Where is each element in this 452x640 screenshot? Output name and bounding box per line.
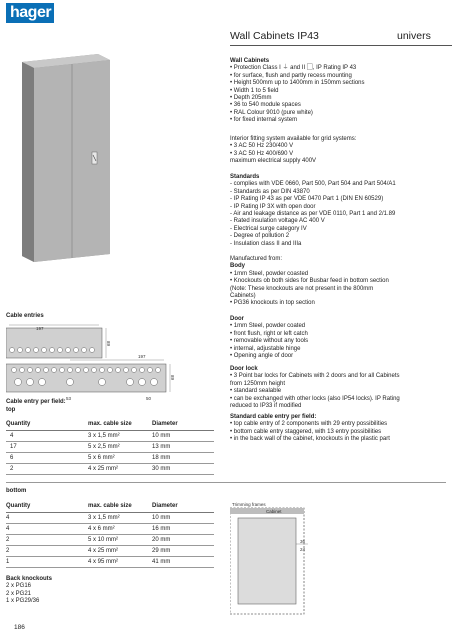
hager-logo: hager (6, 3, 54, 23)
manufactured-intro: Manufactured from: (230, 256, 283, 262)
body-heading: Body (230, 263, 245, 270)
door-lock-section (230, 366, 448, 410)
dim-197-a: 197 (36, 326, 44, 331)
bottom-label: bottom (6, 488, 27, 494)
cell-size: 4 x 25 mm² (88, 463, 152, 474)
cell-qty: 2 (6, 545, 88, 556)
cable-entry-line: • bottom cable entry staggered, with 13 entry possibilities (230, 428, 382, 435)
interior-section (230, 136, 445, 166)
dim-50: 50 (146, 396, 152, 401)
door-lock-line: reduced to IP33 if modified (230, 403, 302, 410)
trimming-frame-label: Trimming frames (232, 502, 266, 507)
cell-size: 5 x 6 mm² (88, 452, 152, 463)
table-row (6, 463, 214, 474)
cell-dia: 10 mm (152, 430, 214, 441)
header-rule (230, 45, 452, 46)
standards-line: - Standards as per DIN 43870 (230, 188, 310, 195)
col-diameter: Diameter (152, 502, 214, 512)
table-row (6, 452, 214, 463)
standards-line: - Air and leakage distance as per VDE 0110, Part 1 and 2/1.89 (230, 211, 396, 218)
cell-qty: 1 (6, 556, 88, 567)
standards-line: - Degree of pollution 2 (230, 233, 290, 240)
wc-item: • RAL Colour 9010 (pure white) (230, 109, 313, 116)
body-line: (Note: These knockouts are not present in the 800mm (230, 285, 374, 292)
door-section (230, 316, 445, 360)
standards-line: - Rated insulation voltage AC 400 V (230, 218, 325, 225)
cell-dia: 29 mm (152, 545, 214, 556)
cable-entry-heading: Standard cable entry per field: (230, 414, 317, 420)
body-line: • PG36 knockouts in top section (230, 300, 315, 307)
series-name: univers (397, 30, 431, 42)
cell-qty: 6 (6, 452, 88, 463)
door-lock-heading: Door lock (230, 366, 258, 372)
interior-line: Interior fitting system available for grid systems: (230, 136, 357, 142)
door-line: • front flush, right or left catch (230, 330, 308, 337)
section-divider (6, 482, 446, 483)
cell-qty: 4 (6, 512, 88, 523)
cell-dia: 16 mm (152, 523, 214, 534)
wc-item: • 36 to 540 module spaces (230, 102, 301, 109)
col-cable-size: max. cable size (88, 502, 152, 512)
table-row (6, 556, 214, 567)
cable-entry-section (230, 414, 448, 444)
back-knockouts-section (6, 576, 52, 606)
door-line: • removable without any tools (230, 338, 309, 345)
wc-item: • for surface, flush and partly recess mounting (230, 72, 352, 79)
standards-line: - IP Rating IP 43 as per VDE 0470 Part 1 (DIN EN 60529) (230, 196, 384, 203)
cabinet-label: Cabinet (266, 509, 282, 514)
cell-size: 4 x 95 mm² (88, 556, 152, 567)
cell-dia: 13 mm (152, 441, 214, 452)
body-line: • 1mm Steel, powder coasted (230, 270, 309, 277)
cable-entry-top-label (6, 398, 66, 414)
page-number: 186 (14, 624, 25, 631)
body-line: • Knockouts ob both sides for Busbar feed in bottom section (230, 278, 389, 285)
wall-cabinets-heading: Wall Cabinets (230, 58, 270, 64)
dim-53: 53 (66, 396, 72, 401)
cell-qty: 4 (6, 430, 88, 441)
cell-dia: 30 mm (152, 463, 214, 474)
door-line: • internal, adjustable hinge (230, 345, 301, 352)
door-lock-line: from 1250mm height (230, 380, 286, 387)
door-heading: Door (230, 316, 244, 322)
cell-dia: 10 mm (152, 512, 214, 523)
table-row (6, 534, 214, 545)
cell-qty: 4 (6, 523, 88, 534)
cell-dia: 18 mm (152, 452, 214, 463)
cabinet-illustration (14, 48, 114, 266)
door-line: • 1mm Steel, powder coated (230, 323, 306, 330)
standards-line: - IP Rating IP 3X with open door (230, 203, 316, 210)
standards-line: - Electrical surge category IV (230, 225, 307, 232)
table-row (6, 430, 214, 441)
col-quantity: Quantity (6, 420, 88, 430)
door-lock-line: • standard sealable (230, 388, 282, 395)
wall-cabinets-section (230, 58, 445, 125)
wc-item: • for fixed internal system (230, 117, 298, 124)
cell-dia: 41 mm (152, 556, 214, 567)
interior-line: • 3 AC 50 Hz 400/690 V (230, 150, 294, 157)
interior-line: • 3 AC 50 Hz 230/400 V (230, 143, 294, 150)
cell-size: 5 x 10 mm² (88, 534, 152, 545)
door-lock-line: • 3 Point bar locks for Cabinets with 2 doors and for all Cabinets (230, 373, 400, 380)
manufactured-section (230, 256, 445, 308)
dim-24: 24 (300, 547, 306, 552)
table-row (6, 441, 214, 452)
dim-197-b: 197 (138, 354, 146, 359)
cell-dia: 20 mm (152, 534, 214, 545)
bottom-cable-table (6, 502, 214, 568)
top-cable-table (6, 420, 214, 475)
cable-entry-label-line-1: Cable entry per field: (6, 399, 66, 405)
wc-item: • Width 1 to 5 field (230, 87, 279, 94)
wc-item: • Height 500mm up to 1400mm in 150mm sections (230, 80, 365, 87)
standards-line: - Insulation class II and IIIa (230, 240, 302, 247)
cable-entry-line: • in the back wall of the cabinet, knockouts in the plastic part (230, 436, 390, 443)
cell-qty: 17 (6, 441, 88, 452)
cell-size: 4 x 25 mm² (88, 545, 152, 556)
cable-entry-line: • top cable entry of 2 components with 29 entry possibilities (230, 421, 388, 428)
page-title: Wall Cabinets IP43 (230, 30, 319, 42)
cable-entries-label: Cable entries (6, 313, 44, 319)
standards-section (230, 174, 445, 248)
col-cable-size: max. cable size (88, 420, 152, 430)
wc-item: • Depth 205mm (230, 95, 272, 102)
door-line: • Opening angle of door (230, 353, 294, 360)
dim-68-b: 68 (170, 374, 175, 380)
body-line: Cabinets) (230, 293, 256, 300)
cell-size: 4 x 6 mm² (88, 523, 152, 534)
cell-qty: 2 (6, 534, 88, 545)
knockout-line: 2 x PG21 (6, 590, 32, 597)
cell-size: 5 x 2,5 mm² (88, 441, 152, 452)
table-row (6, 512, 214, 523)
table-row (6, 545, 214, 556)
door-lock-line: • can be exchanged with other locks (also IP54 locks). IP Rating (230, 395, 400, 402)
standards-line: - complies with VDE 0660, Part 500, Part 504 and Part 504/A1 (230, 181, 396, 188)
wc-item: • Protection Class I ⏚ and II ▢, IP Rating IP 43 (230, 65, 357, 72)
trimming-frame-diagram (230, 500, 310, 615)
back-knockouts-heading: Back knockouts (6, 576, 53, 582)
knockout-line: 1 x PG29/36 (6, 598, 40, 605)
col-quantity: Quantity (6, 502, 88, 512)
interior-line: maximum electrical supply 400V (230, 158, 317, 165)
table-row (6, 523, 214, 534)
dim-68-a: 68 (106, 340, 111, 346)
col-diameter: Diameter (152, 420, 214, 430)
cell-size: 3 x 1,5 mm² (88, 512, 152, 523)
knockout-line: 2 x PG16 (6, 583, 32, 590)
cell-qty: 2 (6, 463, 88, 474)
standards-heading: Standards (230, 174, 260, 180)
cable-entry-label-line-2: top (6, 407, 16, 413)
dim-36: 36 (300, 539, 306, 544)
cell-size: 3 x 1,5 mm² (88, 430, 152, 441)
